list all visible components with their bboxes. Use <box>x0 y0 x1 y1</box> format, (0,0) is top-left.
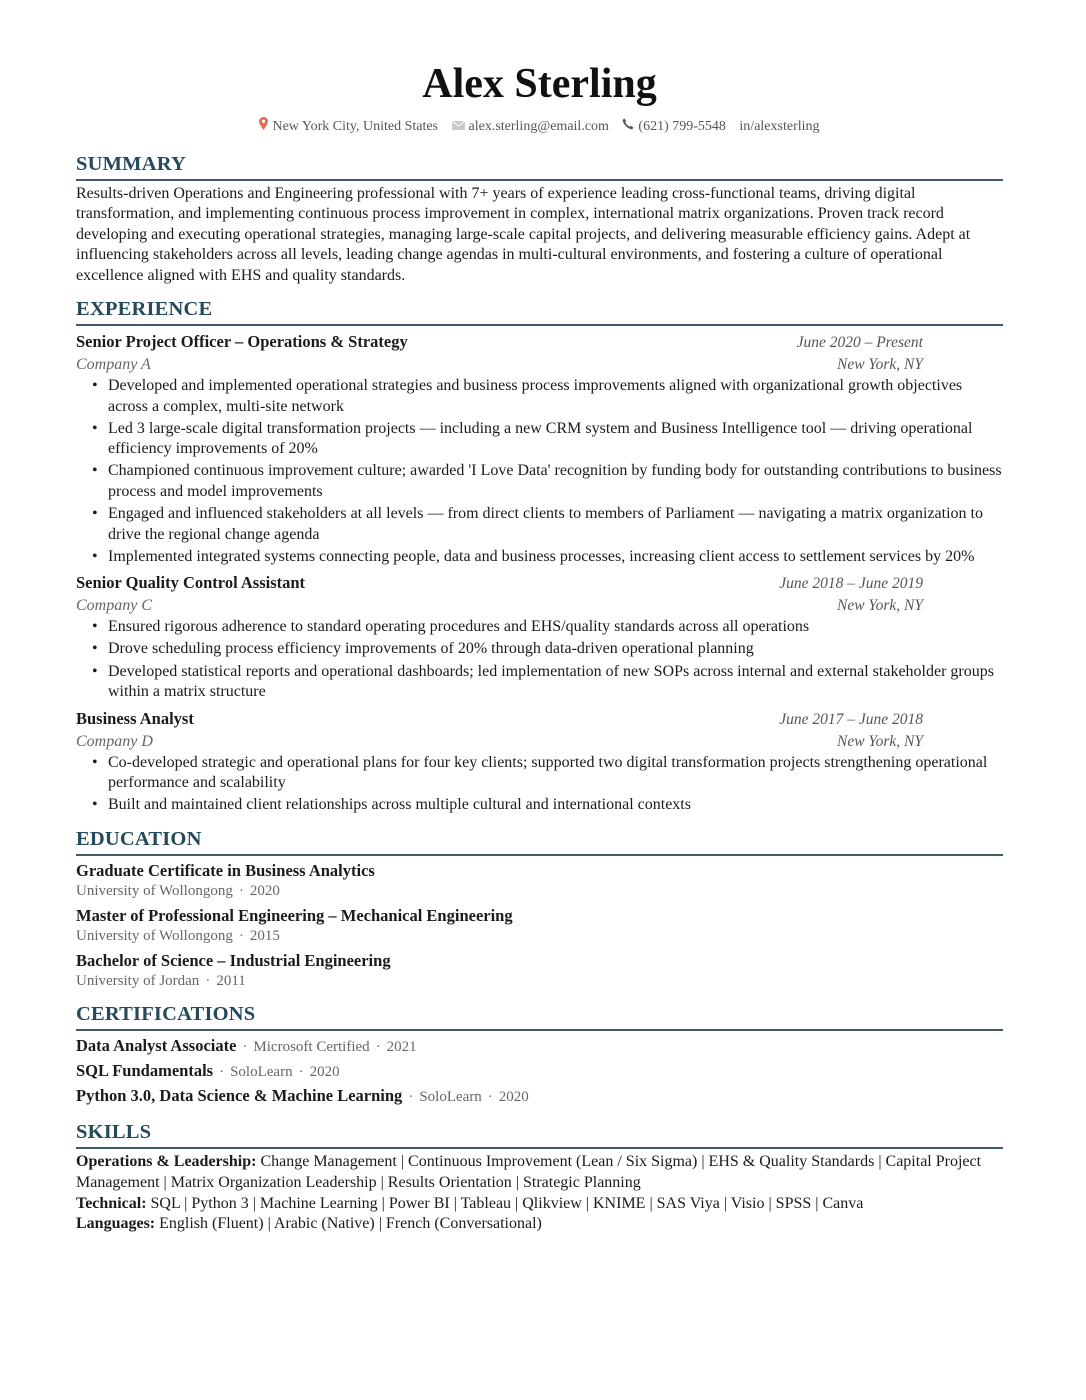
degree-title: Master of Professional Engineering – Mechanical Engineering <box>76 906 513 926</box>
job-title: Senior Project Officer – Operations & Strategy <box>76 332 408 352</box>
job-bullets <box>76 617 1003 702</box>
school-name: University of Wollongong <box>76 928 233 945</box>
job-bullets <box>76 376 1003 567</box>
degree-details <box>76 882 1003 901</box>
location-text: New York City, United States <box>272 119 439 134</box>
map-pin-icon <box>259 117 268 137</box>
skill-group <box>76 1214 1003 1235</box>
skill-group-items: SQL | Python 3 | Machine Learning | Power BI | Tableau | Qlikview | KNIME | SAS Viya | Visio | SPSS | Canva <box>150 1194 864 1212</box>
skills-heading: SKILLS <box>76 1119 1003 1149</box>
contact-line <box>76 117 1003 137</box>
education-entry <box>76 860 1003 901</box>
certification-issuer: SoloLearn <box>230 1064 293 1081</box>
degree-details <box>76 972 1003 991</box>
certification-name: Python 3.0, Data Science & Machine Learning <box>76 1086 403 1106</box>
graduation-year: 2011 <box>216 973 246 990</box>
job-bullet: • Developed statistical reports and operational dashboards; led implementation of new SOPs across internal and external stakeholder groups within a matrix structure <box>108 662 1003 703</box>
job-bullet: • Led 3 large-scale digital transformation projects — including a new CRM system and Business Intelligence tool — driving operational efficiency improvements of 20% <box>108 419 1003 460</box>
job-bullet: • Implemented integrated systems connecting people, data and business processes, increasing client access to settlement services by 20% <box>108 547 1003 568</box>
separator-dot: · <box>238 883 244 900</box>
certification-name: SQL Fundamentals <box>76 1061 214 1081</box>
phone-icon <box>622 117 634 137</box>
separator-dot: · <box>205 973 211 990</box>
job-company: Company A <box>76 356 151 374</box>
certification-issuer: Microsoft Certified <box>253 1039 370 1056</box>
certification-entry <box>76 1034 1003 1059</box>
job-bullet: • Developed and implemented operational strategies and business process improvements aligned with organizational growth objectives across a complex, multi-site network <box>108 376 1003 417</box>
separator-dot: · <box>219 1064 225 1081</box>
skill-group-items: Change Management | Continuous Improvement (Lean / Six Sigma) | EHS & Quality Standards | Capital Project Management | Matrix Organization Leadership | Results Orientation | Strategic Planning <box>76 1153 982 1191</box>
skill-group-label: Technical: <box>76 1194 147 1212</box>
job-bullet: • Ensured rigorous adherence to standard operating procedures and EHS/quality standards across all operations <box>108 617 1003 638</box>
job-entry <box>76 708 1003 816</box>
education-heading: EDUCATION <box>76 826 1003 856</box>
job-company: Company D <box>76 732 153 750</box>
job-title: Senior Quality Control Assistant <box>76 573 306 593</box>
degree-title: Bachelor of Science – Industrial Engineering <box>76 951 391 971</box>
school-name: University of Wollongong <box>76 883 233 900</box>
skill-group <box>76 1152 1003 1194</box>
summary-heading: SUMMARY <box>76 151 1003 181</box>
job-bullet: • Championed continuous improvement culture; awarded 'I Love Data' recognition by funding body for outstanding contributions to business process and model improvements <box>108 461 1003 502</box>
certification-year: 2020 <box>498 1089 529 1106</box>
job-entry <box>76 331 1003 567</box>
email-text[interactable]: alex.sterling@email.com <box>468 119 609 134</box>
job-bullet: • Drove scheduling process efficiency improvements of 20% through data-driven operational planning <box>108 639 1003 660</box>
separator-dot: · <box>375 1039 381 1056</box>
degree-title: Graduate Certificate in Business Analytics <box>76 861 375 881</box>
phone-text[interactable]: (621) 799-5548 <box>638 119 726 134</box>
school-name: University of Jordan <box>76 973 200 990</box>
graduation-year: 2020 <box>249 883 280 900</box>
contact-phone[interactable] <box>622 119 729 134</box>
separator-dot: · <box>242 1039 248 1056</box>
envelope-icon <box>452 117 465 137</box>
job-company: Company C <box>76 597 152 615</box>
certifications-heading: CERTIFICATIONS <box>76 1001 1003 1031</box>
education-entry <box>76 905 1003 946</box>
job-dates: June 2020 – Present <box>796 334 923 352</box>
degree-details <box>76 927 1003 946</box>
contact-location <box>259 119 441 134</box>
experience-heading: EXPERIENCE <box>76 296 1003 326</box>
job-bullet: • Engaged and influenced stakeholders at all levels — from direct clients to members of Parliament — navigating a matrix organization to drive the regional change agenda <box>108 504 1003 545</box>
job-dates: June 2017 – June 2018 <box>779 710 923 728</box>
certification-entry <box>76 1084 1003 1109</box>
job-title: Business Analyst <box>76 708 194 728</box>
job-dates: June 2018 – June 2019 <box>779 575 923 593</box>
education-entry <box>76 950 1003 991</box>
linkedin-text[interactable]: in/alexsterling <box>739 119 820 134</box>
job-location: New York, NY <box>837 732 923 750</box>
certification-year: 2020 <box>309 1064 340 1081</box>
certification-entry <box>76 1059 1003 1084</box>
skill-group-label: Languages: <box>76 1215 156 1233</box>
job-bullet: • Co-developed strategic and operational plans for four key clients; supported two digital transformation projects strengthening operational performance and scalability <box>108 753 1003 794</box>
job-location: New York, NY <box>837 356 923 374</box>
candidate-name: Alex Sterling <box>422 61 657 107</box>
separator-dot: · <box>298 1064 304 1081</box>
job-bullet: • Built and maintained client relationships across multiple cultural and international contexts <box>108 795 1003 816</box>
job-location: New York, NY <box>837 597 923 615</box>
summary-text: Results-driven Operations and Engineering professional with 7+ years of experience leading cross-functional teams, driving digital transformation, and implementing continuous process improvement in complex, international matrix organizations. Proven track record developing and executing operational strategies, managing large-scale capital projects, and delivering measurable efficiency gains. Adept at influencing stakeholders across all levels, leading change agendas in multi-cultural environments, and fostering a culture of operational excellence aligned with EHS and quality standards. <box>76 185 971 284</box>
separator-dot: · <box>487 1089 493 1106</box>
contact-email[interactable] <box>452 119 613 134</box>
certification-issuer: SoloLearn <box>419 1089 482 1106</box>
job-entry <box>76 572 1003 702</box>
skill-group-label: Operations & Leadership: <box>76 1153 257 1171</box>
separator-dot: · <box>408 1089 414 1106</box>
certification-year: 2021 <box>386 1039 417 1056</box>
graduation-year: 2015 <box>249 928 280 945</box>
job-bullets <box>76 753 1003 816</box>
separator-dot: · <box>238 928 244 945</box>
skill-group <box>76 1194 1003 1215</box>
skill-group-items: English (Fluent) | Arabic (Native) | French (Conversational) <box>159 1215 542 1233</box>
certification-name: Data Analyst Associate <box>76 1036 237 1056</box>
